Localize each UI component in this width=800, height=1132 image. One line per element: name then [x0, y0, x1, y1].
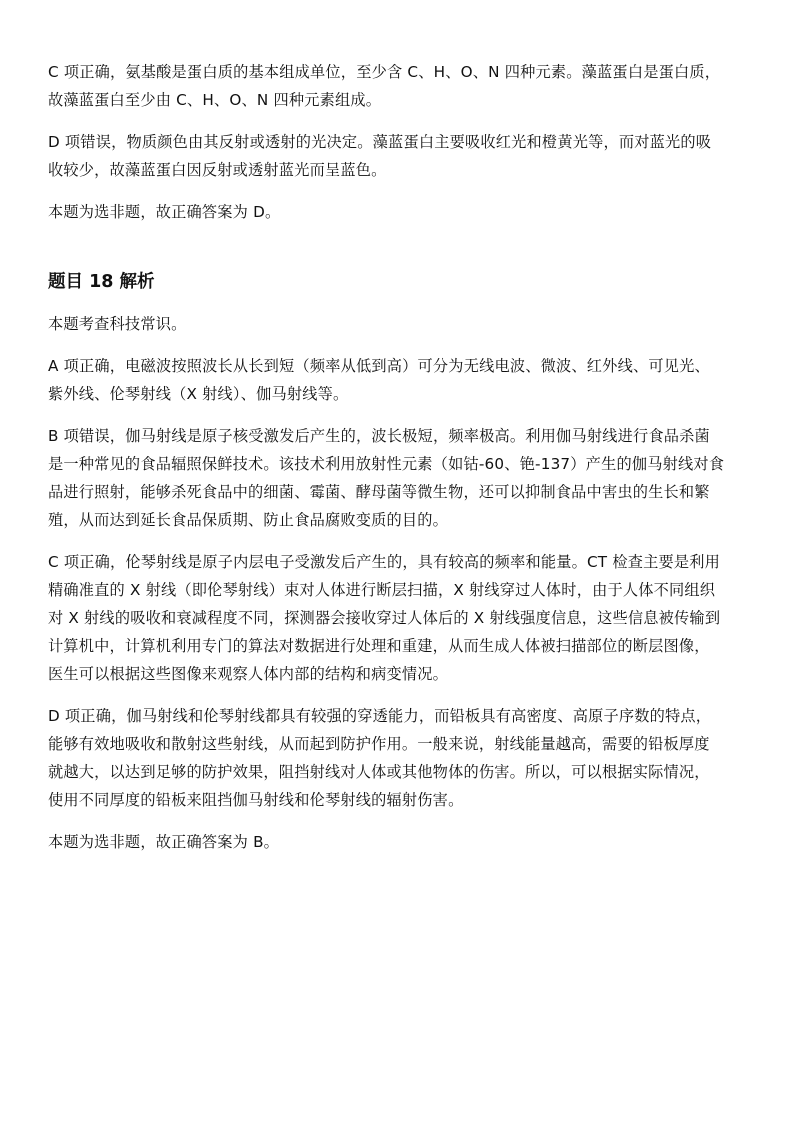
paragraph-option-a-q18: [48, 352, 760, 408]
text-line: D 项正确，伽马射线和伦琴射线都具有较强的穿透能力，而铅板具有高密度、高原子序数的特点，: [48, 707, 712, 725]
text-line: 能够有效地吸收和散射这些射线，从而起到防护作用。一般来说，射线能量越高，需要的铅板厚度: [48, 735, 710, 753]
paragraph-option-d-q17: [48, 128, 760, 184]
text-line: 使用不同厚度的铅板来阻挡伽马射线和伦琴射线的辐射伤害。: [48, 791, 464, 809]
text-line: 本题为选非题，故正确答案为 B。: [48, 833, 280, 851]
paragraph-option-b-q18: [48, 422, 760, 534]
text-line: 对 X 射线的吸收和衰减程度不同，探测器会接收穿过人体后的 X 射线强度信息，这些信息被传输到: [48, 609, 721, 627]
text-line: C 项正确，氨基酸是蛋白质的基本组成单位，至少含 C、H、O、N 四种元素。藻蓝蛋白是蛋白质，: [48, 63, 721, 81]
text-line: 是一种常见的食品辐照保鲜技术。该技术利用放射性元素（如钴-60、铯-137）产生的伽马射线对食: [48, 455, 725, 473]
text-line: 就越大，以达到足够的防护效果，阻挡射线对人体或其他物体的伤害。所以，可以根据实际情况，: [48, 763, 710, 781]
section-heading: 题目 18 解析: [48, 272, 155, 292]
text-line: C 项正确，伦琴射线是原子内层电子受激发后产生的，具有较高的频率和能量。CT 检查主要是利用: [48, 553, 721, 571]
paragraph-option-c-q18: [48, 548, 760, 688]
paragraph-option-c-q17: [48, 58, 760, 114]
paragraph-intro-q18: [48, 310, 760, 338]
paragraph-option-d-q18: [48, 702, 760, 814]
document-page: [48, 58, 760, 870]
text-line: 医生可以根据这些图像来观察人体内部的结构和病变情况。: [48, 665, 449, 683]
text-line: 殖，从而达到延长食品保质期、防止食品腐败变质的目的。: [48, 511, 449, 529]
paragraph-answer-q17: [48, 198, 760, 226]
text-line: 精确准直的 X 射线（即伦琴射线）束对人体进行断层扫描，X 射线穿过人体时，由于人体不同组织: [48, 581, 716, 599]
text-line: A 项正确，电磁波按照波长从长到短（频率从低到高）可分为无线电波、微波、红外线、可见光、: [48, 357, 710, 375]
text-line: 本题考查科技常识。: [48, 315, 187, 333]
text-line: 本题为选非题，故正确答案为 D。: [48, 203, 281, 221]
text-line: B 项错误，伽马射线是原子核受激发后产生的，波长极短，频率极高。利用伽马射线进行食品杀菌: [48, 427, 710, 445]
text-line: 紫外线、伦琴射线（X 射线）、伽马射线等。: [48, 385, 349, 403]
text-line: 计算机中，计算机利用专门的算法对数据进行处理和重建，从而生成人体被扫描部位的断层图像，: [48, 637, 710, 655]
text-line: 品进行照射，能够杀死食品中的细菌、霉菌、酵母菌等微生物，还可以抑制食品中害虫的生长和繁: [48, 483, 710, 501]
paragraph-answer-q18: [48, 828, 760, 856]
text-line: 收较少，故藻蓝蛋白因反射或透射蓝光而呈蓝色。: [48, 161, 387, 179]
text-line: D 项错误，物质颜色由其反射或透射的光决定。藻蓝蛋白主要吸收红光和橙黄光等，而对蓝光的吸: [48, 133, 712, 151]
text-line: 故藻蓝蛋白至少由 C、H、O、N 四种元素组成。: [48, 91, 382, 109]
